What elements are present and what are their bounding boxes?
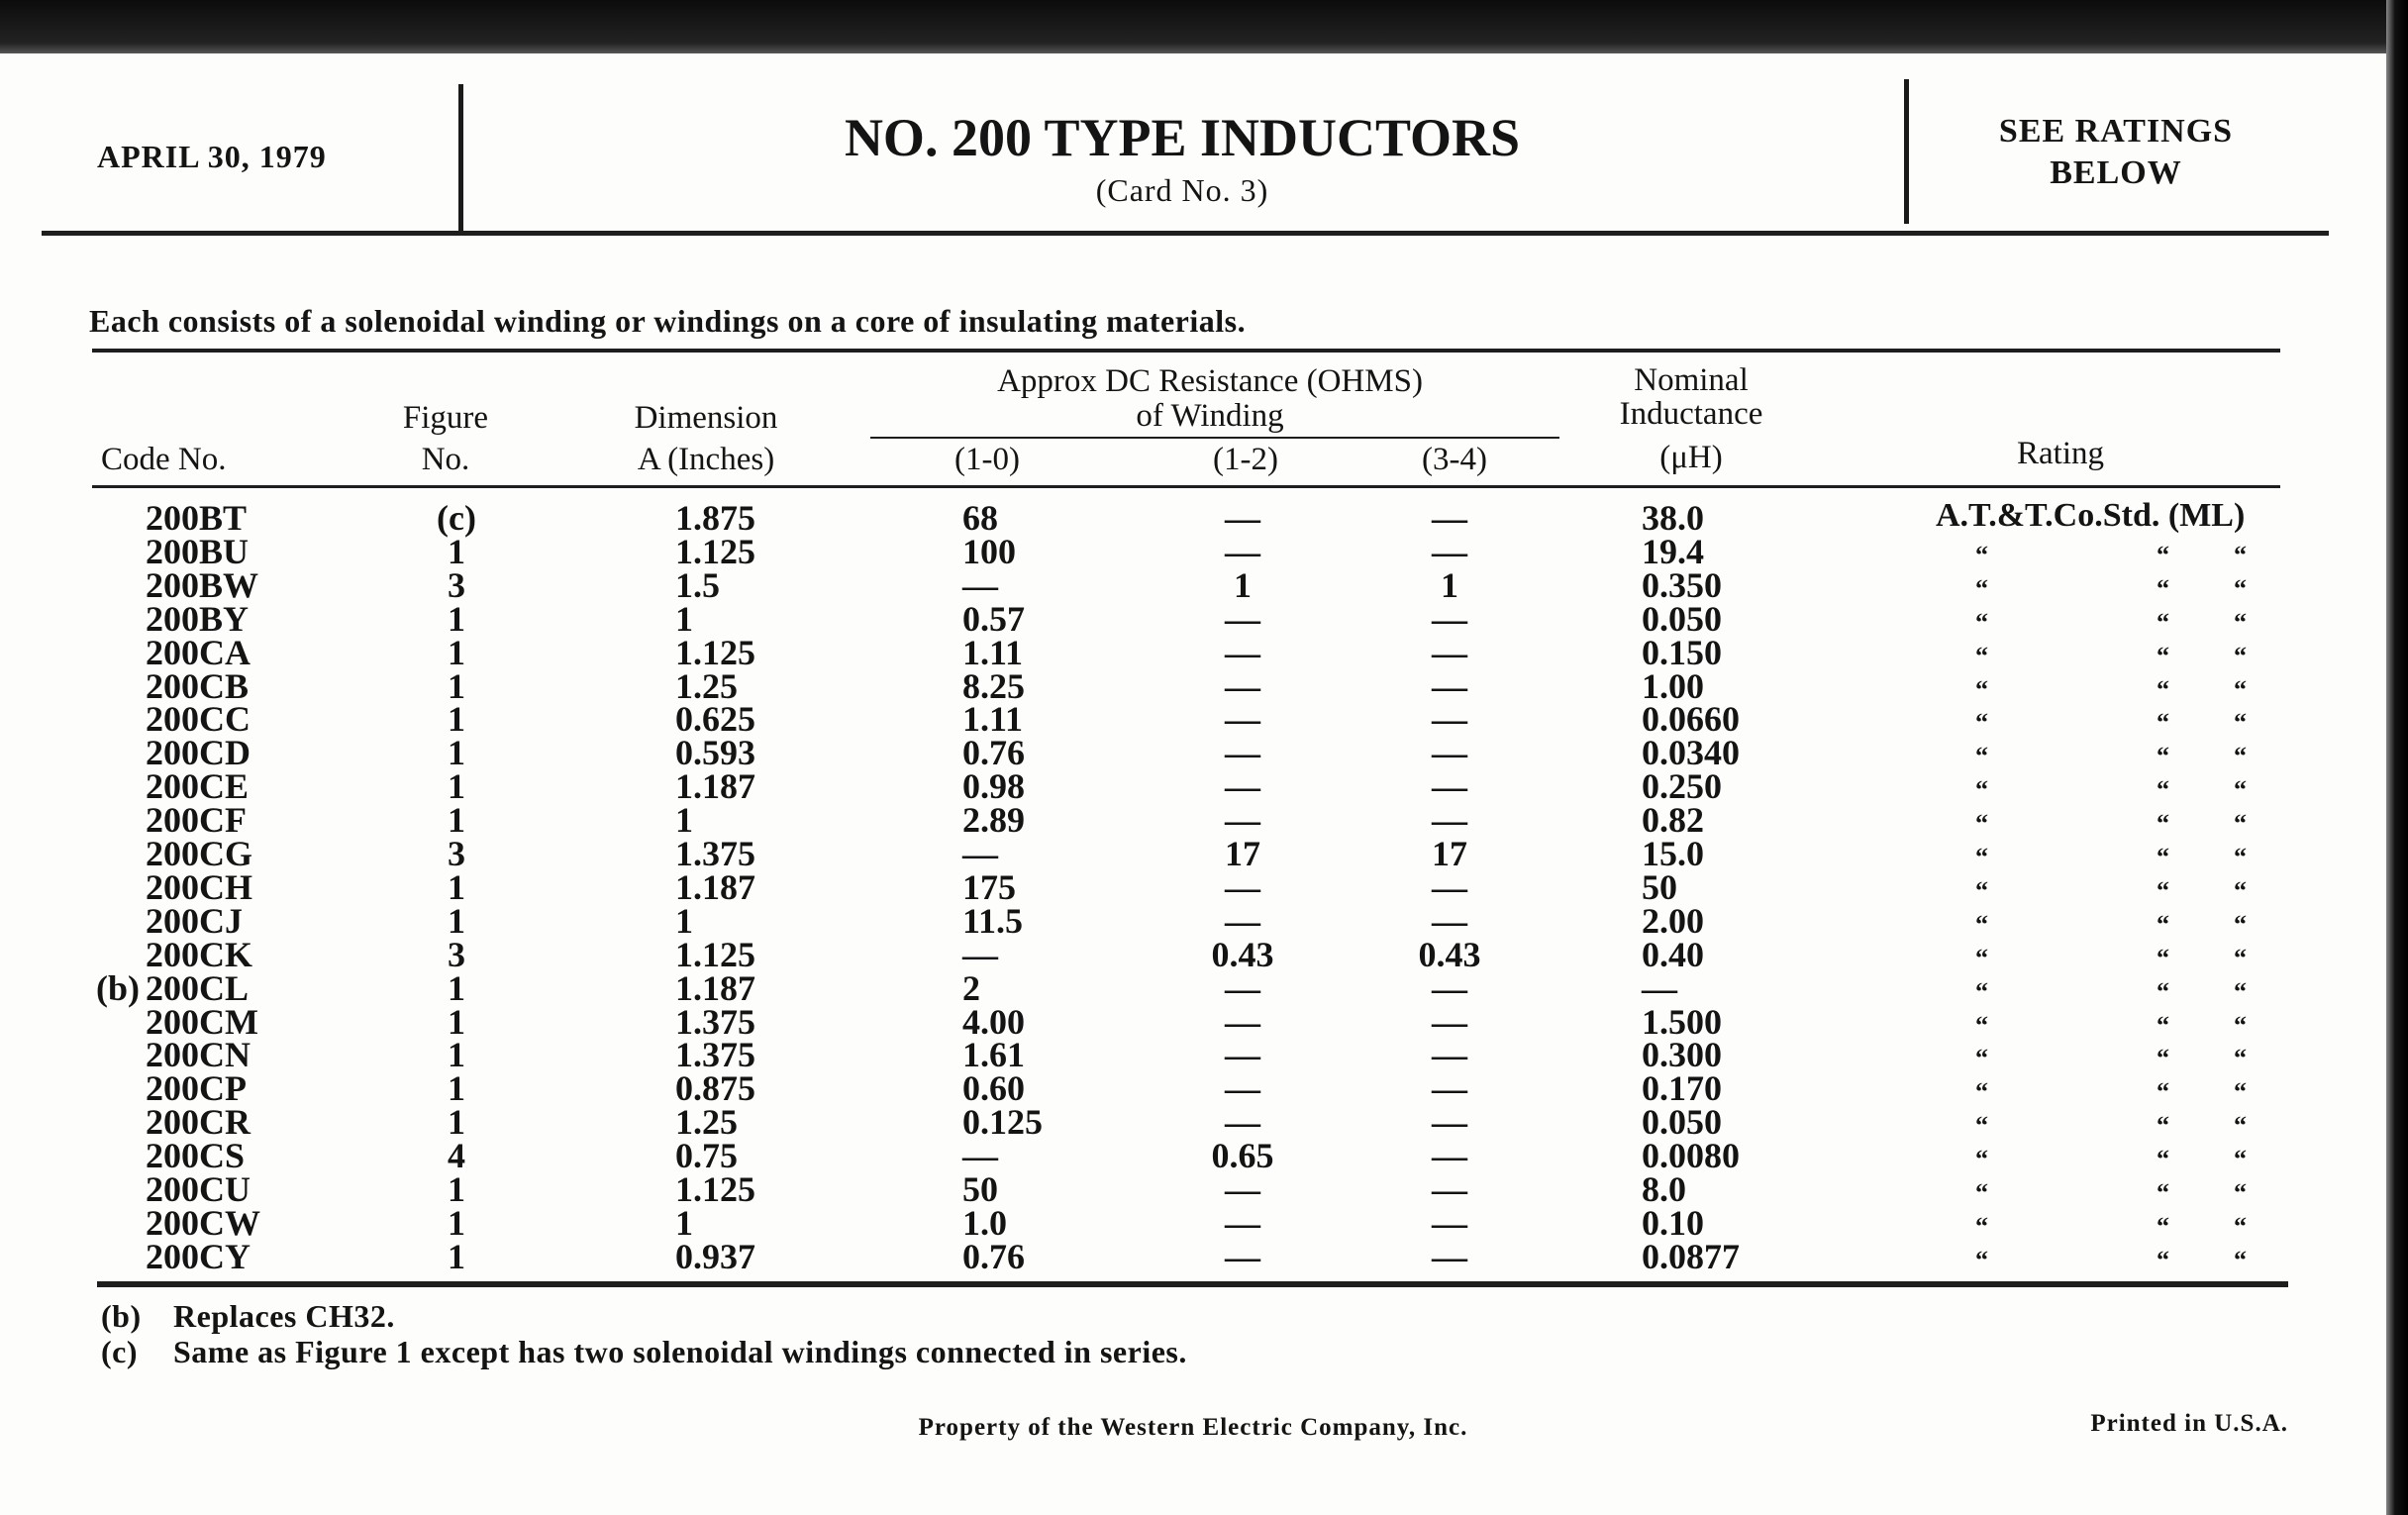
resistance-3-4-cell: — [1432, 1136, 1467, 1176]
rating-ditto-mark: “ [2234, 809, 2247, 839]
footnote-c-mark: (c) [101, 1334, 139, 1369]
resistance-1-0-cell: — [962, 934, 998, 974]
inductance-cell: 19.4 [1642, 531, 1704, 571]
rating-ditto-mark: “ [2234, 909, 2247, 939]
resistance-3-4-cell: — [1432, 1001, 1467, 1042]
footnote-c-text: Same as Figure 1 except has two solenoidal windings connected in series. [173, 1334, 1187, 1369]
dimension-cell: 0.593 [675, 733, 755, 773]
inductance-cell: 0.0660 [1642, 699, 1740, 740]
rating-ditto-mark: “ [1975, 540, 1988, 569]
resistance-1-0-cell: 0.125 [962, 1102, 1043, 1143]
header-rule [42, 231, 2329, 236]
footnote-b-text: Replaces CH32. [173, 1298, 395, 1334]
resistance-3-4-cell: — [1432, 598, 1467, 639]
card-date: APRIL 30, 1979 [97, 139, 327, 174]
rating-ditto-mark: “ [2157, 708, 2169, 738]
col-inductance-line1: Nominal [1634, 362, 1749, 398]
dimension-cell: 1.125 [675, 531, 755, 571]
rating-ditto-mark: “ [2234, 674, 2247, 704]
rating-ditto-mark: “ [2234, 875, 2247, 905]
rating-ditto-mark: “ [2234, 1111, 2247, 1141]
resistance-3-4-cell: — [1432, 1236, 1467, 1276]
resistance-1-2-cell: — [1225, 699, 1260, 740]
figure-cell: 1 [448, 866, 465, 907]
table-bottom-rule [97, 1281, 2288, 1287]
rating-ditto-mark: “ [1975, 976, 1988, 1006]
resistance-1-0-cell: 1.0 [962, 1202, 1007, 1243]
dimension-cell: 0.75 [675, 1136, 738, 1176]
resistance-1-2-cell: — [1225, 1202, 1260, 1243]
rating-ditto-mark: “ [2234, 573, 2247, 603]
rating-ditto-mark: “ [1975, 573, 1988, 603]
rating-ditto-mark: “ [2157, 843, 2169, 871]
inductance-cell: 0.300 [1642, 1035, 1722, 1075]
figure-cell: 1 [448, 800, 465, 841]
col-figure-line2: No. [421, 442, 470, 477]
dimension-cell: 0.875 [675, 1068, 755, 1109]
rating-ditto-mark: “ [2157, 540, 2169, 569]
rating-ditto-mark: “ [1975, 742, 1988, 771]
resistance-1-2-cell: 17 [1225, 834, 1260, 873]
rating-ditto-mark: “ [1975, 1111, 1988, 1141]
rating-ditto-mark: “ [1975, 708, 1988, 738]
inductance-cell: 0.050 [1642, 598, 1722, 639]
resistance-1-2-cell: 0.43 [1211, 934, 1274, 974]
resistance-3-4-cell: — [1432, 531, 1467, 571]
inductance-cell: 2.00 [1642, 900, 1704, 941]
code-cell: 200CJ [146, 900, 243, 941]
rating-ditto-mark: “ [1975, 1010, 1988, 1040]
resistance-1-0-cell: 0.76 [962, 1236, 1025, 1276]
rating-ditto-mark: “ [2157, 674, 2169, 704]
dimension-cell: 1.125 [675, 1169, 755, 1209]
resistance-3-4-cell: — [1432, 866, 1467, 907]
resistance-1-0-cell: — [962, 1136, 998, 1176]
rating-ditto-mark: “ [2157, 1044, 2169, 1073]
code-cell: 200CN [146, 1035, 251, 1075]
figure-cell: 4 [448, 1136, 465, 1176]
resistance-1-2-cell: — [1225, 1102, 1260, 1143]
property-notice: Property of the Western Electric Company, Inc. [918, 1414, 1468, 1441]
resistance-1-0-cell: 1.11 [962, 632, 1024, 672]
resistance-1-0-cell: 100 [962, 531, 1016, 571]
rating-ditto-mark: “ [1975, 775, 1988, 805]
rating-ditto-mark: “ [2157, 976, 2169, 1006]
resistance-1-0-cell: — [962, 564, 998, 605]
footnote-b-mark: (b) [101, 1298, 142, 1334]
resistance-1-0-cell: 50 [962, 1169, 998, 1209]
scan-top-border [0, 0, 2408, 53]
dimension-cell: 1.375 [675, 1001, 755, 1042]
resistance-3-4-cell: — [1432, 967, 1467, 1008]
resistance-1-2-cell: — [1225, 733, 1260, 773]
resistance-1-0-cell: 2.89 [962, 800, 1025, 841]
resistance-1-2-cell: — [1225, 665, 1260, 706]
figure-cell: 1 [448, 632, 465, 672]
dimension-cell: 1.187 [675, 967, 755, 1008]
col-code: Code No. [101, 442, 227, 477]
resistance-1-2-cell: 1 [1234, 564, 1252, 605]
resistance-1-0-cell: 11.5 [962, 900, 1024, 941]
rating-ditto-mark: “ [2157, 742, 2169, 771]
resistance-3-4-cell: — [1432, 766, 1467, 807]
header-divider-left [458, 84, 463, 233]
rating-ditto-mark: “ [2157, 641, 2169, 670]
rating-ditto-mark: “ [2234, 641, 2247, 670]
resistance-1-2-cell: — [1225, 1068, 1260, 1109]
col-resistance-line1: Approx DC Resistance (OHMS) [997, 363, 1423, 399]
figure-cell: 3 [448, 834, 465, 873]
rating-ditto-mark: “ [1975, 1211, 1988, 1241]
figure-cell: 3 [448, 564, 465, 605]
rating-ditto-mark: “ [2157, 1077, 2169, 1107]
rating-ditto-mark: “ [2234, 1044, 2247, 1073]
code-cell: 200CS [146, 1136, 246, 1176]
col-dimension-line1: Dimension [634, 400, 778, 436]
figure-cell: 1 [448, 699, 465, 740]
rating-ditto-mark: “ [2157, 1111, 2169, 1141]
resistance-1-2-cell: — [1225, 866, 1260, 907]
rating-ditto-mark: “ [2234, 775, 2247, 805]
rating-ditto-mark: “ [2157, 573, 2169, 603]
resistance-1-0-cell: 2 [962, 967, 980, 1008]
table-header-rule [92, 485, 2280, 488]
inductance-cell: 0.40 [1642, 934, 1704, 974]
col-dimension-line2: A (Inches) [637, 442, 775, 477]
resistance-1-0-cell: — [962, 834, 998, 873]
figure-cell: 1 [448, 900, 465, 941]
dimension-cell: 1 [675, 900, 693, 941]
rating-ditto-mark: “ [2234, 1010, 2247, 1040]
rating-ditto-mark: “ [2234, 540, 2247, 569]
resistance-3-4-cell: — [1432, 699, 1467, 740]
rating-ditto-mark: “ [2234, 708, 2247, 738]
dimension-cell: 1 [675, 1202, 693, 1243]
resistance-3-4-cell: 17 [1432, 834, 1467, 873]
card-number: (Card No. 3) [1095, 172, 1269, 208]
code-cell: 200CA [146, 632, 251, 672]
dimension-cell: 1.125 [675, 632, 755, 672]
ratings-note-line1: SEE RATINGS [1998, 113, 2234, 150]
dimension-cell: 1.375 [675, 1035, 755, 1075]
dimension-cell: 1 [675, 598, 693, 639]
code-cell: 200BW [146, 564, 259, 605]
resistance-3-4-cell: — [1432, 900, 1467, 941]
rating-ditto-mark: “ [2234, 1245, 2247, 1274]
resistance-3-4-cell: — [1432, 1102, 1467, 1143]
resistance-3-4-cell: — [1432, 665, 1467, 706]
resistance-3-4-cell: — [1432, 1068, 1467, 1109]
ratings-note-line2: BELOW [2050, 154, 2182, 191]
col-r12: (1-2) [1213, 442, 1278, 477]
dimension-cell: 0.937 [675, 1236, 755, 1276]
dimension-cell: 1.875 [675, 498, 755, 538]
printed-notice: Printed in U.S.A. [2090, 1410, 2288, 1437]
resistance-1-0-cell: 0.76 [962, 733, 1025, 773]
inductance-cell: 0.050 [1642, 1102, 1722, 1143]
resistance-header-rule [870, 437, 1559, 439]
rating-ditto-mark: “ [2234, 1178, 2247, 1207]
figure-cell: 1 [448, 1202, 465, 1243]
code-cell: 200CC [146, 699, 251, 740]
col-r10: (1-0) [954, 442, 1020, 477]
col-inductance-line2: Inductance [1619, 396, 1763, 432]
figure-cell: 1 [448, 531, 465, 571]
figure-cell: 1 [448, 1236, 465, 1276]
figure-cell: 1 [448, 1001, 465, 1042]
rating-ditto-mark: “ [2157, 1178, 2169, 1207]
inductance-cell: 0.150 [1642, 632, 1722, 672]
resistance-1-0-cell: 68 [962, 498, 998, 538]
rating-ditto-mark: “ [2234, 1211, 2247, 1241]
inductance-cell: 0.0080 [1642, 1136, 1740, 1176]
rating-ditto-mark: “ [2157, 1211, 2169, 1241]
code-cell: 200BT [146, 498, 248, 538]
dimension-cell: 0.625 [675, 699, 755, 740]
col-inductance-unit: (μH) [1659, 440, 1723, 475]
resistance-1-2-cell: — [1225, 1236, 1260, 1276]
code-cell: 200CL [146, 967, 250, 1008]
col-resistance-line2: of Winding [1136, 398, 1284, 434]
dimension-cell: 1.375 [675, 834, 755, 873]
figure-cell: 1 [448, 1068, 465, 1109]
rating-ditto-mark: “ [2157, 775, 2169, 805]
figure-cell: (c) [437, 498, 476, 538]
resistance-3-4-cell: — [1432, 498, 1467, 538]
figure-cell: 1 [448, 665, 465, 706]
figure-cell: 1 [448, 766, 465, 807]
resistance-3-4-cell: — [1432, 1169, 1467, 1209]
rating-ditto-mark: “ [1975, 909, 1988, 939]
resistance-1-0-cell: 8.25 [962, 665, 1025, 706]
resistance-1-2-cell: 0.65 [1211, 1136, 1274, 1176]
resistance-1-0-cell: 4.00 [962, 1001, 1025, 1042]
ratings-note [1999, 111, 2233, 194]
inductance-cell: 0.82 [1642, 800, 1704, 841]
dimension-cell: 1.187 [675, 766, 755, 807]
code-cell: 200CH [146, 866, 252, 907]
resistance-1-2-cell: — [1225, 1001, 1260, 1042]
inductance-cell: — [1642, 967, 1677, 1008]
inductance-cell: 0.350 [1642, 564, 1722, 605]
code-cell: 200CR [146, 1102, 251, 1143]
rating-ditto-mark: “ [1975, 875, 1988, 905]
col-rating: Rating [2017, 436, 2104, 471]
rating-ditto-mark: “ [1975, 607, 1988, 637]
resistance-3-4-cell: — [1432, 1202, 1467, 1243]
resistance-1-0-cell: 1.11 [962, 699, 1024, 740]
code-cell: 200CY [146, 1236, 251, 1276]
resistance-3-4-cell: — [1432, 1035, 1467, 1075]
rating-ditto-mark: “ [1975, 1044, 1988, 1073]
rating-ditto-mark: “ [2234, 976, 2247, 1006]
rating-cell: A.T.&T.Co.Std. (ML) [1936, 497, 2246, 534]
inductance-cell: 0.0877 [1642, 1236, 1740, 1276]
inductance-cell: 0.0340 [1642, 733, 1740, 773]
inductance-cell: 1.500 [1642, 1001, 1722, 1042]
rating-ditto-mark: “ [2157, 1010, 2169, 1040]
code-cell: 200CP [146, 1068, 247, 1109]
code-cell: 200CM [146, 1001, 258, 1042]
rating-ditto-mark: “ [2234, 1077, 2247, 1107]
scan-right-border [2386, 0, 2408, 1515]
inductance-cell: 0.250 [1642, 766, 1722, 807]
rating-ditto-mark: “ [2234, 607, 2247, 637]
rating-ditto-mark: “ [2157, 875, 2169, 905]
figure-cell: 1 [448, 1169, 465, 1209]
inductance-cell: 1.00 [1642, 665, 1704, 706]
resistance-1-2-cell: — [1225, 800, 1260, 841]
header-divider-right [1904, 79, 1909, 224]
figure-cell: 1 [448, 967, 465, 1008]
rating-ditto-mark: “ [2234, 1145, 2247, 1174]
figure-cell: 3 [448, 934, 465, 974]
code-cell: 200CF [146, 800, 247, 841]
code-cell: 200CD [146, 733, 251, 773]
resistance-1-2-cell: — [1225, 531, 1260, 571]
rating-ditto-mark: “ [2157, 607, 2169, 637]
rating-ditto-mark: “ [1975, 943, 1988, 972]
rating-ditto-mark: “ [2157, 909, 2169, 939]
rating-ditto-mark: “ [1975, 1245, 1988, 1274]
rating-ditto-mark: “ [1975, 674, 1988, 704]
figure-cell: 1 [448, 733, 465, 773]
figure-cell: 1 [448, 1102, 465, 1143]
figure-cell: 1 [448, 1035, 465, 1075]
resistance-3-4-cell: — [1432, 800, 1467, 841]
rating-ditto-mark: “ [2234, 742, 2247, 771]
intro-text: Each consists of a solenoidal winding or windings on a core of insulating materials. [89, 303, 1247, 339]
col-figure-line1: Figure [402, 400, 489, 436]
rating-ditto-mark: “ [2157, 1245, 2169, 1274]
resistance-1-2-cell: — [1225, 967, 1260, 1008]
row-prefix: (b) [96, 967, 140, 1008]
resistance-1-0-cell: 0.57 [962, 598, 1025, 639]
resistance-1-2-cell: — [1225, 1035, 1260, 1075]
resistance-1-2-cell: — [1225, 632, 1260, 672]
code-cell: 200CE [146, 766, 250, 807]
resistance-1-0-cell: 1.61 [962, 1035, 1025, 1075]
rating-ditto-mark: “ [1975, 1077, 1988, 1107]
resistance-1-2-cell: — [1225, 1169, 1260, 1209]
resistance-1-0-cell: 0.98 [962, 766, 1025, 807]
resistance-3-4-cell: 0.43 [1418, 934, 1481, 974]
code-cell: 200CW [146, 1202, 260, 1243]
rating-ditto-mark: “ [2157, 1145, 2169, 1174]
rating-ditto-mark: “ [2157, 809, 2169, 839]
resistance-1-2-cell: — [1225, 766, 1260, 807]
rating-ditto-mark: “ [1975, 843, 1988, 871]
rating-ditto-mark: “ [2234, 843, 2247, 871]
rating-ditto-mark: “ [2157, 943, 2169, 972]
inductance-cell: 0.10 [1642, 1202, 1704, 1243]
card-title: NO. 200 TYPE INDUCTORS [844, 108, 1521, 167]
figure-cell: 1 [448, 598, 465, 639]
rating-ditto-mark: “ [1975, 809, 1988, 839]
dimension-cell: 1.25 [675, 1102, 738, 1143]
dimension-cell: 1.5 [675, 564, 720, 605]
dimension-cell: 1.187 [675, 866, 755, 907]
table-top-rule [92, 349, 2280, 353]
resistance-3-4-cell: 1 [1441, 564, 1458, 605]
code-cell: 200CU [146, 1169, 251, 1209]
resistance-3-4-cell: — [1432, 632, 1467, 672]
rating-ditto-mark: “ [2234, 943, 2247, 972]
inductance-cell: 50 [1642, 866, 1677, 907]
inductance-cell: 0.170 [1642, 1068, 1722, 1109]
rating-ditto-mark: “ [1975, 1145, 1988, 1174]
inductance-cell: 15.0 [1642, 834, 1704, 873]
dimension-cell: 1 [675, 800, 693, 841]
rating-ditto-mark: “ [1975, 641, 1988, 670]
dimension-cell: 1.25 [675, 665, 738, 706]
code-cell: 200BU [146, 531, 250, 571]
col-r34: (3-4) [1422, 442, 1487, 477]
resistance-1-0-cell: 175 [962, 866, 1016, 907]
inductance-cell: 38.0 [1642, 498, 1704, 538]
code-cell: 200CB [146, 665, 250, 706]
resistance-3-4-cell: — [1432, 733, 1467, 773]
resistance-1-2-cell: — [1225, 900, 1260, 941]
inductance-cell: 8.0 [1642, 1169, 1686, 1209]
code-cell: 200CG [146, 834, 252, 873]
dimension-cell: 1.125 [675, 934, 755, 974]
resistance-1-2-cell: — [1225, 498, 1260, 538]
resistance-1-0-cell: 0.60 [962, 1068, 1025, 1109]
code-cell: 200BY [146, 598, 250, 639]
rating-ditto-mark: “ [1975, 1178, 1988, 1207]
code-cell: 200CK [146, 934, 252, 974]
resistance-1-2-cell: — [1225, 598, 1260, 639]
